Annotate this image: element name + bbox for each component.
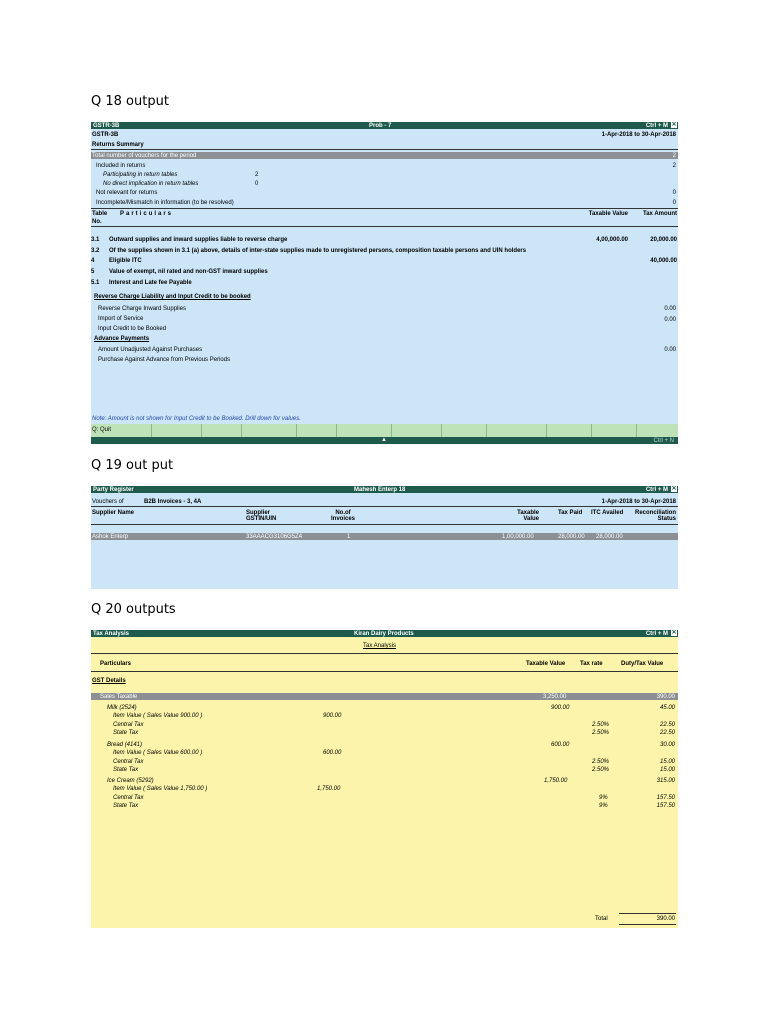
titlebar-center: Prob - 7	[369, 122, 392, 129]
close-icon[interactable]: ✕	[671, 122, 677, 128]
titlebar-shortcut: Ctrl + M	[645, 122, 668, 129]
total-vouchers-label: Total number of vouchers for the period	[92, 152, 197, 159]
central-tax-duty: 15.00	[659, 759, 675, 765]
item-duty: 315.00	[656, 778, 675, 784]
gstr3b-titlebar	[91, 122, 678, 129]
footer-note: Note: Amount is not shown for Input Credit to be Booked. Drill down for values.	[92, 416, 301, 422]
col-itc-availed: ITC Availed	[591, 510, 624, 516]
central-tax-duty: 157.50	[656, 795, 675, 801]
returns-summary-label: Returns Summary	[92, 142, 144, 148]
row-no: 4	[91, 258, 95, 264]
total-vouchers-row[interactable]	[91, 152, 678, 159]
advance-row-value: 0.00	[664, 347, 676, 353]
central-tax-duty: 22.50	[659, 722, 675, 728]
item-taxable: 600.00	[551, 742, 570, 748]
state-tax-duty: 15.00	[659, 767, 675, 773]
incomplete-label[interactable]: Incomplete/Mismatch in information (to be resolved)	[96, 200, 234, 206]
item-value-amount: 1,750.00	[317, 786, 341, 792]
state-tax-duty: 157.50	[656, 803, 675, 809]
central-tax-label: Central Tax	[113, 722, 144, 728]
row-text: Interest and Late fee Payable	[109, 280, 192, 286]
not-relevant-value: 0	[672, 190, 676, 196]
item-value-label: Item Value ( Sales Value 900.00 )	[113, 713, 203, 719]
gst-details-heading: GST Details	[92, 678, 126, 684]
row-tax: 20,000.00	[650, 237, 677, 243]
state-tax-rate: 2.50%	[592, 767, 610, 773]
col-no: No.	[92, 219, 102, 225]
no-direct-value: 0	[255, 181, 259, 187]
state-tax-label: State Tax	[113, 767, 139, 773]
state-tax-rate: 2.50%	[592, 730, 610, 736]
titlebar-shortcut: Ctrl + M	[645, 630, 668, 637]
row-text: Eligible ITC	[109, 258, 142, 264]
row-taxable: 1,00,000.00	[502, 533, 534, 540]
q20-heading: Q 20 outputs	[91, 602, 176, 617]
row-taxpaid: 28,000.00	[558, 533, 585, 540]
vouchers-of-value: B2B Invoices - 3, 4A	[144, 499, 202, 505]
central-tax-rate: 2.50%	[592, 759, 610, 765]
status-bar	[91, 437, 678, 444]
total-rule	[619, 913, 676, 914]
row-no: 3.2	[91, 248, 100, 254]
tax-analysis-title: Tax Analysis	[363, 643, 397, 649]
reverse-row-value: 0.00	[664, 317, 676, 323]
item-value-label: Item Value ( Sales Value 1,750.00 )	[113, 786, 208, 792]
state-tax-duty: 22.50	[659, 730, 675, 736]
total-rule-bottom	[619, 924, 676, 925]
reverse-row-value: 0.00	[664, 306, 676, 312]
col-no-of-invoices: No.of Invoices	[330, 510, 355, 522]
item-name[interactable]: Bread (4141)	[107, 742, 143, 748]
tax-titlebar	[91, 630, 678, 637]
row-taxable: 4,00,000.00	[596, 237, 628, 243]
col-tax-rate: Tax rate	[580, 661, 603, 667]
tax-analysis-window	[91, 630, 678, 928]
advance-payments-heading: Advance Payments	[94, 336, 150, 342]
titlebar-left: Tax Analysis	[93, 630, 130, 637]
central-tax-rate: 2.50%	[592, 722, 610, 728]
state-tax-label: State Tax	[113, 803, 139, 809]
sales-taxable-value: 3,250.00	[543, 693, 567, 700]
scroll-up-icon[interactable]: ▲	[381, 437, 387, 443]
item-value-label: Item Value ( Sales Value 600.00 )	[113, 750, 203, 756]
col-taxable-value: Taxable Value	[517, 510, 539, 522]
quit-button[interactable]: Q: Quit	[92, 427, 112, 433]
row-invoices: 1	[347, 533, 351, 540]
col-duty-tax-value: Duty/Tax Value	[621, 661, 664, 667]
reverse-row-label[interactable]: Import of Service	[98, 316, 144, 322]
titlebar-center: Mahesh Enterp 18	[354, 486, 406, 493]
state-tax-rate: 9%	[599, 803, 608, 809]
col-table: Table	[92, 211, 108, 217]
item-value-amount: 900.00	[323, 713, 342, 719]
row-no: 3.1	[91, 237, 100, 243]
sales-taxable-label: Sales Taxable	[100, 693, 138, 700]
reverse-row-label[interactable]: Input Credit to be Booked	[98, 326, 167, 332]
titlebar-center: Kiran Dairy Products	[354, 630, 414, 637]
q18-heading: Q 18 output	[91, 94, 169, 109]
participating-value: 2	[255, 172, 259, 178]
col-particulars: Particulars	[120, 211, 174, 217]
reverse-row-label[interactable]: Reverse Charge Inward Supplies	[98, 306, 187, 312]
advance-row-label[interactable]: Amount Unadjusted Against Purchases	[98, 347, 203, 353]
row-gstin: 33AAACG3106G5Z4	[246, 533, 303, 540]
total-vouchers-value: 2	[672, 152, 676, 159]
row-no: 5	[91, 269, 95, 275]
col-taxable-value: Taxable Value	[526, 661, 566, 667]
row-text: Outward supplies and inward supplies liable to reverse charge	[109, 237, 288, 243]
report-title: GSTR-3B	[92, 132, 119, 138]
titlebar-shortcut: Ctrl + M	[645, 486, 668, 493]
gstr3b-window	[91, 122, 678, 444]
item-duty: 30.00	[659, 742, 675, 748]
item-name[interactable]: Milk (2524)	[107, 705, 137, 711]
party-period[interactable]: 1-Apr-2018 to 30-Apr-2018	[601, 499, 676, 505]
item-taxable: 900.00	[551, 705, 570, 711]
row-no: 5.1	[91, 280, 100, 286]
close-icon[interactable]: ✕	[671, 630, 677, 636]
incomplete-value: 0	[672, 200, 676, 206]
col-tax-paid: Tax Paid	[558, 510, 583, 516]
col-tax-amount: Tax Amount	[643, 211, 677, 217]
row-text: Value of exempt, nil rated and non-GST inward supplies	[109, 269, 268, 275]
central-tax-rate: 9%	[599, 795, 608, 801]
included-value: 2	[672, 163, 676, 169]
central-tax-label: Central Tax	[113, 759, 144, 765]
close-icon[interactable]: ✕	[671, 486, 677, 492]
status-shortcut: Ctrl + N	[653, 437, 674, 444]
table-row[interactable]	[91, 533, 678, 540]
row-tax: 40,000.00	[650, 258, 677, 264]
advance-row-label[interactable]: Purchase Against Advance from Previous Periods	[98, 357, 231, 363]
total-value: 390.00	[656, 916, 675, 922]
item-taxable: 1,750.00	[544, 778, 568, 784]
col-particulars: Particulars	[100, 661, 132, 667]
reverse-charge-heading: Reverse Charge Liability and Input Credit to be booked	[94, 294, 251, 300]
report-period[interactable]: 1-Apr-2018 to 30-Apr-2018	[601, 132, 676, 138]
item-name[interactable]: Ice Cream (5292)	[107, 778, 154, 784]
item-duty: 45.00	[659, 705, 675, 711]
party-titlebar	[91, 486, 678, 493]
row-text: Of the supplies shown in 3.1 (a) above, details of inter-state supplies made to unregistered persons, composition taxable persons and UIN holders	[109, 248, 527, 254]
state-tax-label: State Tax	[113, 730, 139, 736]
titlebar-left: GSTR-3B	[93, 122, 120, 129]
total-label: Total	[595, 916, 608, 922]
party-register-window	[91, 486, 678, 589]
row-supplier: Ashok Enterp	[92, 533, 129, 540]
row-itc: 28,000.00	[596, 533, 623, 540]
q19-heading: Q 19 out put	[91, 458, 174, 473]
included-label[interactable]: Included in returns	[96, 163, 146, 169]
central-tax-label: Central Tax	[113, 795, 144, 801]
item-value-amount: 600.00	[323, 750, 342, 756]
sales-taxable-row[interactable]	[91, 693, 678, 700]
sales-taxable-duty: 390.00	[656, 693, 675, 700]
col-reconciliation-status: Reconciliation Status	[634, 510, 676, 522]
button-bar	[91, 424, 678, 437]
vouchers-of-label: Vouchers of	[92, 499, 124, 505]
col-supplier-name: Supplier Name	[92, 510, 135, 516]
not-relevant-label[interactable]: Not relevant for returns	[96, 190, 158, 196]
col-supplier-gstin: Supplier GSTIN/UIN	[246, 510, 277, 522]
no-direct-label[interactable]: No direct implication in return tables	[103, 181, 199, 187]
participating-label[interactable]: Participating in return tables	[103, 172, 178, 178]
titlebar-left: Party Register	[93, 486, 134, 493]
col-taxable-value: Taxable Value	[588, 211, 628, 217]
